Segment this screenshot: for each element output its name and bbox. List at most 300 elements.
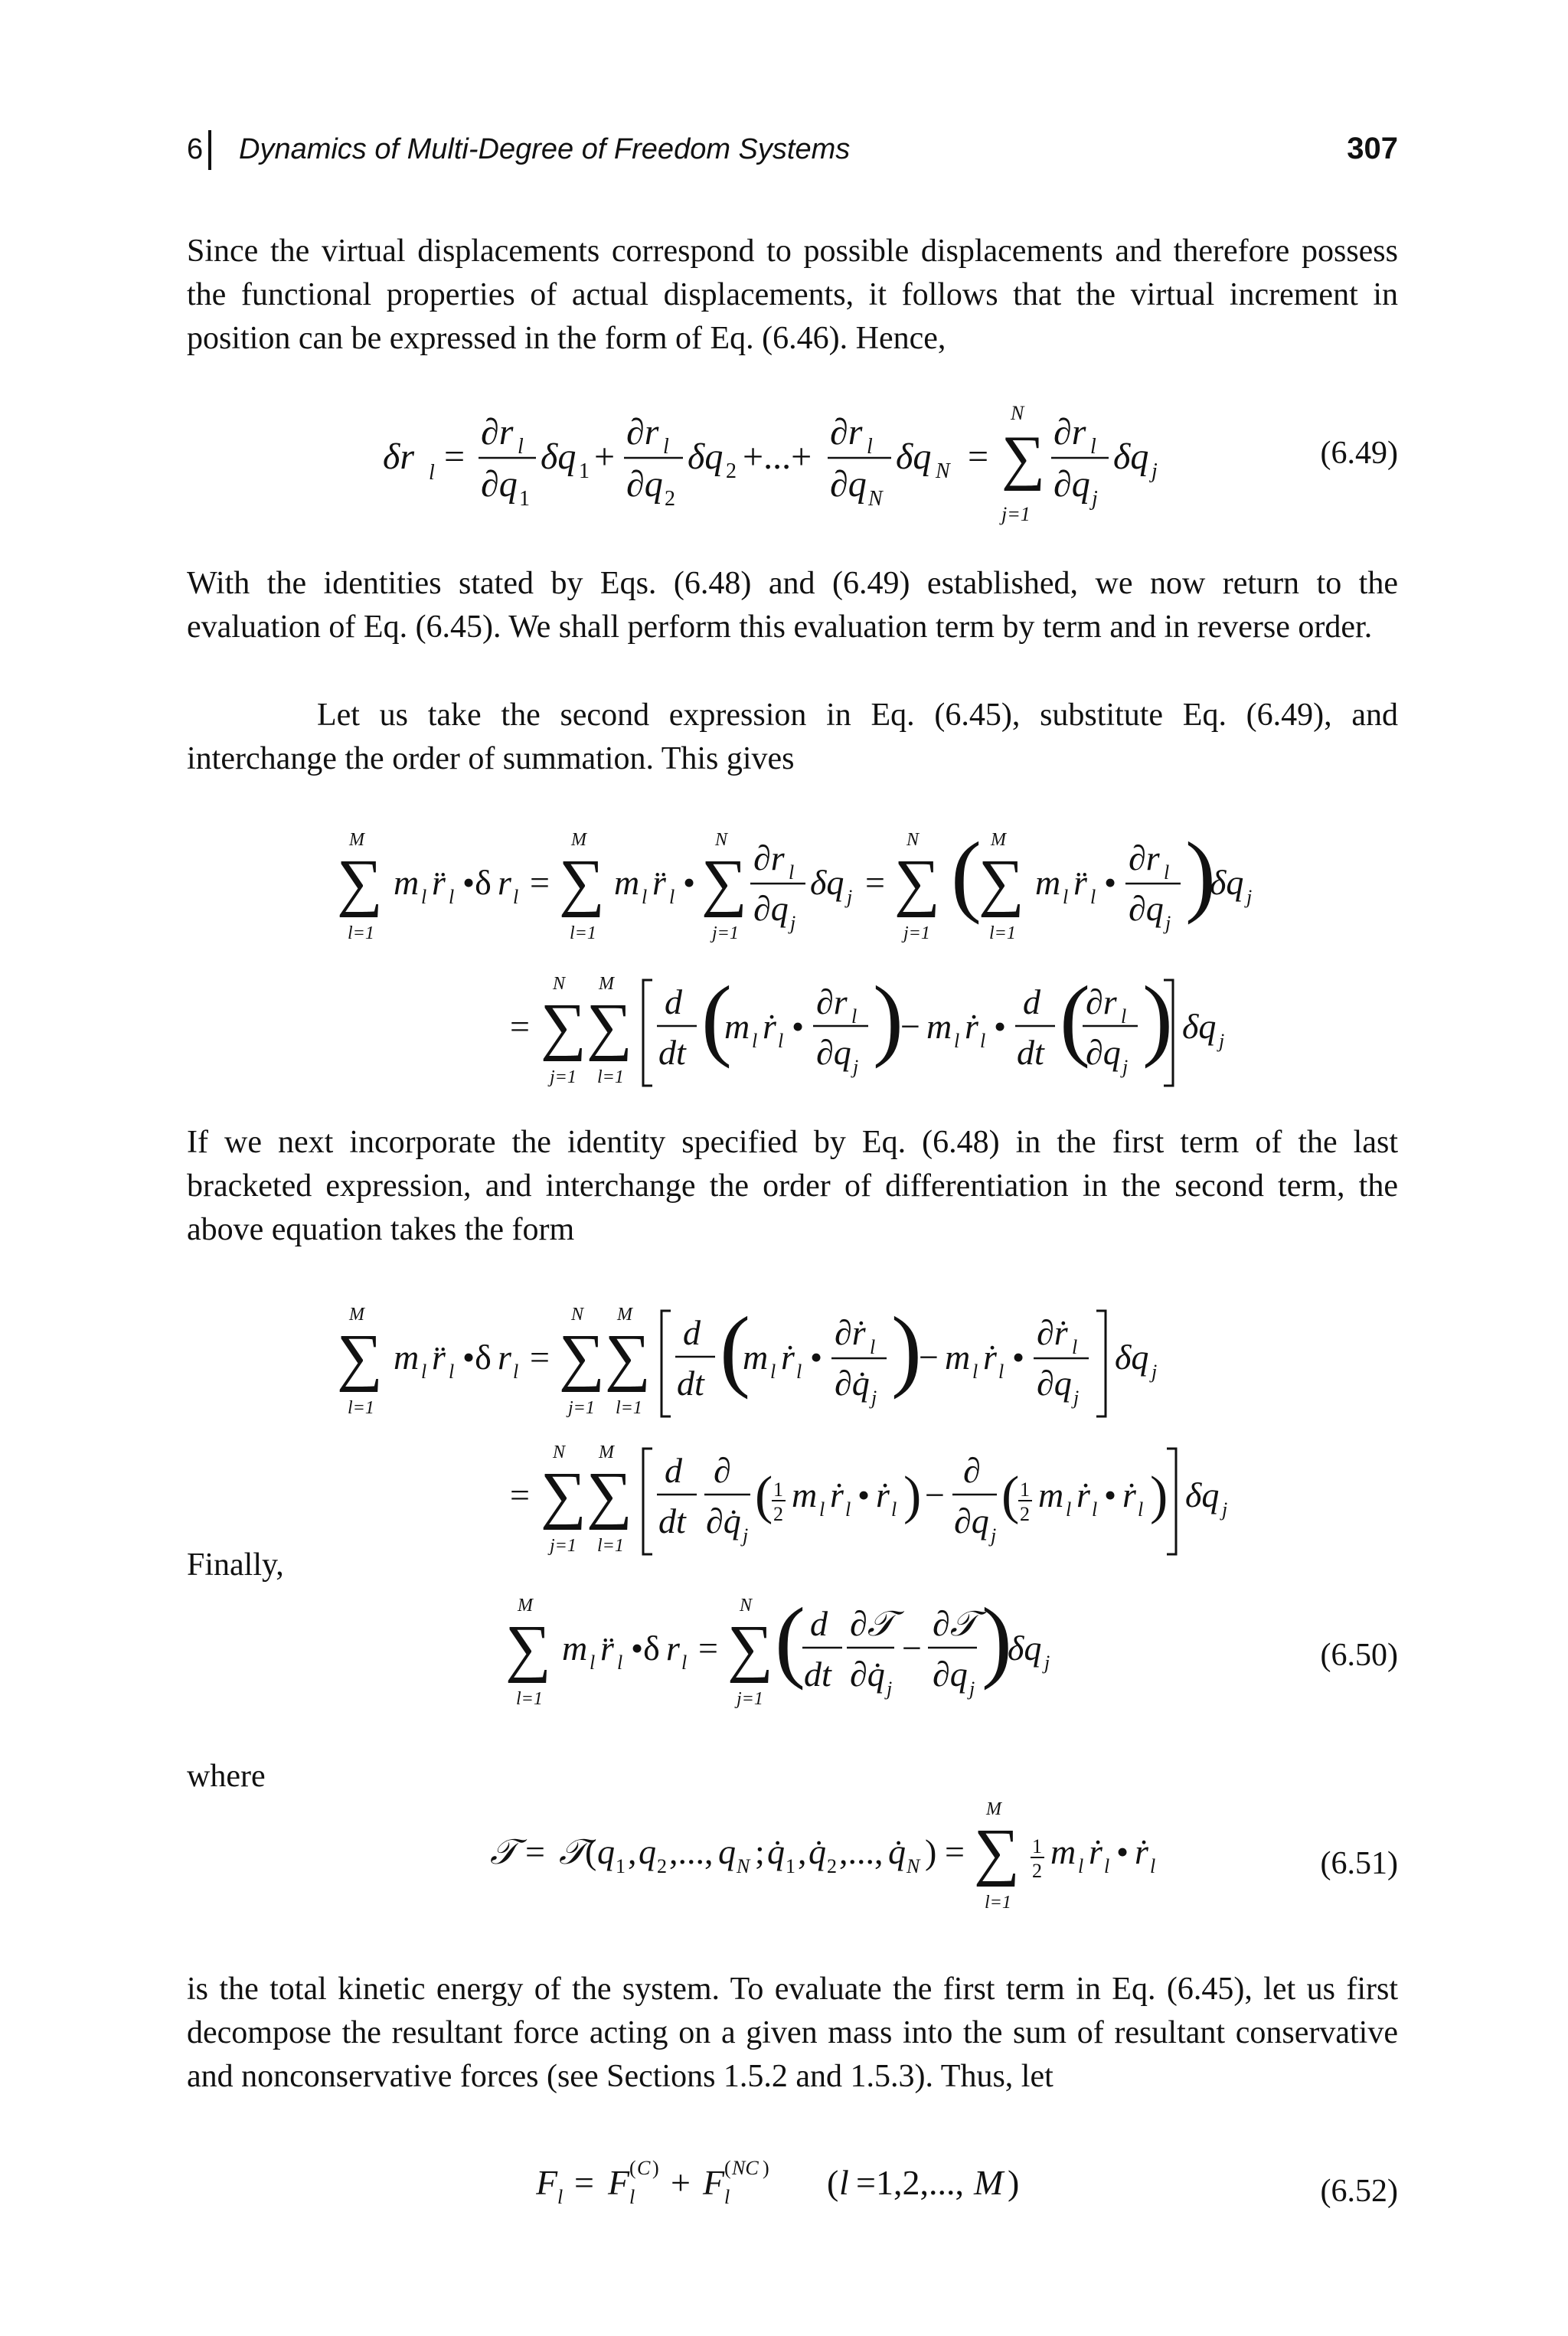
svg-text:∑: ∑	[727, 1612, 773, 1684]
svg-text:∂q̇: ∂q̇	[850, 1655, 885, 1694]
equation-kinetic-form	[337, 1294, 1256, 1570]
svg-text:ṙ: ṙ	[1076, 1475, 1090, 1514]
svg-text:1: 1	[616, 1855, 626, 1877]
svg-text:l: l	[845, 1498, 851, 1521]
svg-text:δq: δq	[810, 863, 844, 902]
svg-text:l: l	[513, 886, 519, 908]
svg-text:(: (	[724, 2157, 731, 2179]
svg-text:∑: ∑	[337, 847, 383, 918]
svg-text:∂r: ∂r	[1054, 412, 1086, 452]
svg-text:l: l	[724, 2186, 730, 2208]
svg-text:l: l	[429, 461, 435, 485]
svg-text:ṙ: ṙ	[1135, 1832, 1148, 1871]
svg-text:=: =	[510, 1007, 530, 1046]
equation-6-50	[505, 1585, 1133, 1730]
svg-text:(: (	[1060, 967, 1090, 1069]
svg-text:): )	[1185, 823, 1216, 925]
svg-text:•: •	[1104, 863, 1117, 902]
svg-text:•: •	[1012, 1338, 1025, 1377]
svg-text:𝒯: 𝒯	[559, 1832, 586, 1871]
svg-text:q: q	[639, 1832, 656, 1871]
svg-text:j=1: j=1	[1001, 503, 1031, 525]
svg-text:=: =	[444, 436, 466, 477]
svg-text:): )	[652, 2157, 659, 2179]
svg-text:∂: ∂	[963, 1451, 981, 1490]
svg-text:l: l	[669, 886, 675, 908]
svg-text:l: l	[867, 435, 873, 459]
svg-text:∂q: ∂q	[954, 1501, 989, 1540]
svg-text:2: 2	[773, 1503, 783, 1525]
svg-text:M: M	[974, 2163, 1004, 2202]
svg-text:l: l	[513, 1361, 519, 1383]
svg-text:∂q: ∂q	[830, 464, 867, 505]
svg-text:l: l	[663, 435, 669, 459]
svg-text:l=1: l=1	[989, 923, 1016, 943]
svg-text:): )	[763, 2157, 769, 2179]
svg-text:1: 1	[579, 459, 590, 483]
page-number: 307	[1347, 132, 1398, 165]
svg-text:∑: ∑	[559, 1322, 605, 1393]
svg-text:j: j	[853, 1056, 859, 1078]
svg-text:ṙ: ṙ	[876, 1475, 890, 1514]
svg-text:=: =	[530, 863, 550, 902]
svg-text:∂r: ∂r	[753, 838, 785, 877]
svg-text:q̇: q̇	[888, 1832, 906, 1871]
svg-text:l: l	[770, 1361, 776, 1383]
svg-text:): )	[903, 1466, 922, 1525]
svg-text:m: m	[1050, 1832, 1076, 1871]
svg-text:dt: dt	[658, 1033, 686, 1072]
svg-text:δq: δq	[1008, 1629, 1042, 1668]
svg-text:δq: δq	[1185, 1475, 1220, 1514]
equation-number-6-52: (6.52)	[1320, 2174, 1398, 2209]
svg-text:r̈: r̈	[432, 863, 446, 902]
svg-text:j: j	[1246, 886, 1253, 908]
svg-text:j: j	[969, 1678, 975, 1700]
svg-text:•δ: •δ	[631, 1629, 660, 1668]
svg-text:m: m	[614, 863, 640, 902]
svg-text:N: N	[906, 830, 920, 850]
svg-text:ṙ: ṙ	[983, 1338, 997, 1377]
svg-text:•: •	[683, 863, 696, 902]
svg-text:l=1: l=1	[597, 1536, 624, 1556]
svg-text:q̇: q̇	[808, 1832, 826, 1871]
svg-text:=: =	[530, 1338, 550, 1377]
svg-text:r̈: r̈	[1073, 863, 1087, 902]
svg-text:=: =	[698, 1629, 718, 1668]
svg-text:N: N	[553, 1442, 566, 1462]
svg-text:j=1: j=1	[550, 1536, 577, 1556]
paragraph-1: Since the virtual displacements correspond to possible displacements and therefore possess the functional properties of actual displacements, it follows that the virtual increment in position can be expressed in the form of Eq. (6.46). Hence,	[187, 234, 1398, 356]
svg-text:∑: ∑	[978, 847, 1024, 918]
equation-6-52	[536, 2144, 1072, 2220]
svg-text:∑: ∑	[505, 1612, 551, 1684]
svg-text:∂q̇: ∂q̇	[706, 1501, 741, 1540]
svg-text:l: l	[1121, 1005, 1127, 1028]
svg-text:ṙ: ṙ	[781, 1338, 795, 1377]
svg-text:l=1: l=1	[597, 1067, 624, 1087]
svg-text:l: l	[1078, 1855, 1084, 1877]
svg-text:•δ: •δ	[462, 863, 492, 902]
svg-text:1: 1	[786, 1855, 795, 1877]
svg-text:∑: ∑	[974, 1816, 1020, 1887]
svg-text:M: M	[991, 830, 1006, 850]
svg-text:δq: δq	[1210, 863, 1244, 902]
svg-text:l: l	[590, 1652, 596, 1674]
svg-text:(: (	[775, 1589, 805, 1691]
svg-text:∂q: ∂q	[626, 464, 663, 505]
svg-text:ṙ: ṙ	[1122, 1475, 1136, 1514]
svg-text:l=1: l=1	[985, 1893, 1011, 1913]
svg-text:M: M	[518, 1596, 533, 1616]
header-divider	[208, 130, 211, 170]
svg-text:∂q: ∂q	[816, 1033, 851, 1072]
svg-text:δq: δq	[688, 436, 724, 477]
paragraph-4: If we next incorporate the identity specified by Eq. (6.48) in the first term of the last bracketed expression, and interchange the order of differentiation in the second term, the above equation takes the form	[187, 1125, 1398, 1247]
svg-text:N: N	[1011, 402, 1024, 424]
svg-text:l: l	[1138, 1498, 1144, 1521]
svg-text:,: ,	[628, 1832, 637, 1871]
equation-6-49	[383, 398, 1225, 528]
svg-text:j: j	[1092, 487, 1098, 511]
finally-label: Finally,	[187, 1547, 284, 1583]
svg-text:m: m	[562, 1629, 588, 1668]
svg-text:dt: dt	[658, 1501, 686, 1540]
svg-text:): )	[1008, 2163, 1020, 2202]
svg-text:1: 1	[1020, 1478, 1030, 1501]
svg-text:l: l	[980, 1030, 986, 1052]
svg-text:j: j	[1152, 459, 1158, 483]
svg-text:j: j	[887, 1678, 893, 1700]
svg-text:−: −	[902, 1629, 922, 1668]
svg-text:): )	[891, 1298, 922, 1400]
chapter-number: 6	[187, 133, 204, 165]
svg-text:∑: ∑	[541, 991, 586, 1062]
svg-text:l: l	[1164, 861, 1170, 884]
svg-text:N: N	[740, 1596, 753, 1616]
svg-text:∂r: ∂r	[816, 982, 848, 1021]
svg-text:): )	[1142, 967, 1173, 1069]
svg-text:−: −	[925, 1475, 945, 1514]
svg-text:M: M	[617, 1305, 632, 1325]
svg-text:m: m	[1038, 1475, 1064, 1514]
svg-text:l: l	[1092, 1498, 1098, 1521]
svg-text:M: M	[349, 830, 364, 850]
svg-text:j: j	[1219, 1030, 1225, 1052]
svg-text:): )	[1150, 1466, 1168, 1525]
svg-text:): )	[925, 1832, 937, 1871]
svg-text:+...+: +...+	[743, 436, 812, 477]
svg-text:•: •	[1104, 1475, 1117, 1514]
svg-text:r̈: r̈	[652, 863, 666, 902]
svg-text:=: =	[968, 436, 989, 477]
svg-text:dt: dt	[677, 1364, 704, 1403]
svg-text:l: l	[518, 435, 524, 459]
svg-text:,...,: ,...,	[839, 1832, 884, 1871]
svg-text:l=1: l=1	[616, 1398, 642, 1418]
svg-text:∑: ∑	[586, 1459, 632, 1531]
svg-text:∂ṙ: ∂ṙ	[1037, 1313, 1068, 1352]
svg-text:r: r	[666, 1629, 680, 1668]
svg-text:d: d	[665, 1451, 682, 1490]
svg-text:l=1: l=1	[516, 1689, 543, 1709]
svg-text:•: •	[792, 1007, 805, 1046]
svg-text:m: m	[1035, 863, 1061, 902]
svg-text:l: l	[1090, 886, 1096, 908]
svg-text:∂r: ∂r	[626, 412, 659, 452]
svg-text:=: =	[574, 2163, 594, 2202]
svg-text:j: j	[790, 912, 796, 934]
svg-text:l: l	[449, 1361, 455, 1383]
svg-text:∑: ∑	[559, 847, 605, 918]
svg-text:q: q	[718, 1832, 736, 1871]
svg-text:𝒯: 𝒯	[490, 1832, 518, 1871]
svg-text:(: (	[1001, 1466, 1020, 1525]
svg-text:l: l	[557, 2186, 564, 2208]
svg-text:l: l	[1150, 1855, 1156, 1877]
svg-text:∂r: ∂r	[1129, 838, 1160, 877]
svg-text:1: 1	[519, 487, 530, 511]
svg-text:∑: ∑	[1001, 424, 1046, 492]
svg-text:j: j	[1073, 1387, 1080, 1409]
paragraph-5: is the total kinetic energy of the system. To evaluate the first term in Eq. (6.45), let us first decompose the resultant force acting on a given mass into the sum of resultant conservative and nonconservative forces (see Sections 1.5.2 and 1.5.3). Thus, let	[187, 1972, 1398, 2094]
svg-text:m: m	[394, 863, 420, 902]
svg-text:∂: ∂	[714, 1451, 731, 1490]
svg-text:N: N	[906, 1855, 920, 1877]
svg-text:j: j	[1152, 1361, 1158, 1383]
svg-text:∑: ∑	[701, 847, 747, 918]
svg-text:l: l	[819, 1498, 825, 1521]
svg-text:l: l	[954, 1030, 960, 1052]
svg-text:N: N	[715, 830, 728, 850]
svg-text:(: (	[755, 1466, 773, 1525]
svg-text:∂q̇: ∂q̇	[835, 1364, 870, 1403]
equation-summation-interchange	[337, 819, 1256, 1110]
equation-number-6-49: (6.49)	[1320, 436, 1398, 471]
svg-text:l: l	[870, 1336, 876, 1358]
svg-text:;: ;	[755, 1832, 765, 1871]
svg-text:l: l	[778, 1030, 784, 1052]
svg-text:q: q	[597, 1832, 615, 1871]
svg-text:ṙ: ṙ	[1089, 1832, 1102, 1871]
svg-text:l=1: l=1	[348, 1398, 374, 1418]
svg-text:l: l	[839, 2163, 849, 2202]
svg-text:δr: δr	[383, 436, 414, 477]
svg-text:m: m	[792, 1475, 818, 1514]
svg-text:j=1: j=1	[712, 923, 739, 943]
svg-text:l=1: l=1	[348, 923, 374, 943]
svg-text:M: M	[599, 974, 614, 994]
svg-text:∂𝒯: ∂𝒯	[850, 1604, 894, 1643]
svg-text:r̈: r̈	[432, 1338, 446, 1377]
svg-text:dt: dt	[804, 1655, 831, 1694]
svg-text:δq: δq	[1115, 1338, 1149, 1377]
svg-text:δq: δq	[1113, 436, 1149, 477]
svg-text:2: 2	[1020, 1503, 1030, 1525]
svg-text:l: l	[1090, 435, 1096, 459]
paragraph-2: With the identities stated by Eqs. (6.48) and (6.49) established, we now return to the evaluation of Eq. (6.45). We shall perform this evaluation term by term and in reverse order.	[187, 566, 1398, 645]
svg-text:j: j	[1122, 1056, 1129, 1078]
svg-text:l: l	[752, 1030, 758, 1052]
svg-text:m: m	[945, 1338, 971, 1377]
svg-text:l: l	[642, 886, 648, 908]
svg-text:∂ṙ: ∂ṙ	[835, 1313, 866, 1352]
svg-text:,...,: ,...,	[669, 1832, 714, 1871]
svg-text:l: l	[789, 861, 795, 884]
svg-text:l: l	[972, 1361, 978, 1383]
svg-text:l: l	[449, 886, 455, 908]
svg-text:N: N	[737, 1855, 750, 1877]
svg-text:l: l	[617, 1652, 623, 1674]
svg-text:j: j	[1165, 912, 1171, 934]
svg-text:•δ: •δ	[462, 1338, 492, 1377]
svg-text:∂q: ∂q	[1129, 889, 1164, 928]
svg-text:dt: dt	[1017, 1033, 1044, 1072]
svg-text:C: C	[637, 2157, 651, 2179]
svg-text:r: r	[498, 1338, 511, 1377]
svg-text:−: −	[919, 1338, 939, 1377]
svg-text:l: l	[851, 1005, 858, 1028]
where-label: where	[187, 1759, 266, 1794]
svg-text:∂q: ∂q	[481, 464, 518, 505]
svg-text:N: N	[936, 459, 950, 483]
svg-text:j: j	[847, 886, 853, 908]
svg-text:(: (	[585, 1832, 597, 1871]
svg-text:l: l	[1104, 1855, 1110, 1877]
svg-text:j: j	[991, 1524, 997, 1547]
svg-text:j=1: j=1	[737, 1689, 763, 1709]
svg-text:d: d	[810, 1604, 828, 1643]
svg-text:j: j	[743, 1524, 749, 1547]
svg-text:F: F	[703, 2163, 725, 2202]
svg-text:l: l	[421, 1361, 427, 1383]
svg-text:δq: δq	[896, 436, 932, 477]
svg-text:−: −	[900, 1007, 920, 1046]
svg-text:M: M	[349, 1305, 364, 1325]
svg-text:d: d	[1023, 982, 1040, 1021]
paragraph-3: Let us take the second expression in Eq. (6.45), substitute Eq. (6.49), and interchange the order of summation. This gives	[187, 698, 1398, 776]
svg-text:∂q: ∂q	[1037, 1364, 1072, 1403]
svg-text:M: M	[599, 1442, 614, 1462]
svg-text:∂r: ∂r	[481, 412, 514, 452]
equation-number-6-50: (6.50)	[1320, 1638, 1398, 1673]
svg-text:(: (	[720, 1298, 750, 1400]
svg-text:∂q: ∂q	[1054, 464, 1090, 505]
svg-text:d: d	[683, 1313, 701, 1352]
svg-text:l=1: l=1	[570, 923, 596, 943]
svg-text:∑: ∑	[605, 1322, 651, 1393]
svg-text:r̈: r̈	[600, 1629, 614, 1668]
svg-text:l: l	[1066, 1498, 1072, 1521]
svg-text:2: 2	[657, 1855, 667, 1877]
svg-text:l: l	[1072, 1336, 1078, 1358]
svg-text:•: •	[1116, 1832, 1129, 1871]
svg-text:(: (	[951, 823, 982, 925]
svg-text:m: m	[743, 1338, 769, 1377]
svg-text:M: M	[986, 1799, 1001, 1819]
svg-text:•: •	[858, 1475, 871, 1514]
svg-text:j=1: j=1	[568, 1398, 595, 1418]
svg-text:∑: ∑	[541, 1459, 586, 1531]
chapter-title: Dynamics of Multi-Degree of Freedom Systems	[239, 133, 851, 165]
svg-text:l: l	[796, 1361, 802, 1383]
svg-text:(: (	[629, 2157, 636, 2179]
svg-text:ṙ: ṙ	[965, 1007, 978, 1046]
svg-text:∂r: ∂r	[1086, 982, 1117, 1021]
svg-text:F: F	[536, 2163, 558, 2202]
svg-text:(: (	[701, 967, 732, 1069]
svg-text:=: =	[945, 1832, 965, 1871]
svg-text:M: M	[571, 830, 586, 850]
svg-text:•: •	[810, 1338, 823, 1377]
svg-text:): )	[982, 1589, 1012, 1691]
svg-text:j=1: j=1	[903, 923, 930, 943]
svg-text:F: F	[608, 2163, 630, 2202]
svg-text:NC: NC	[732, 2157, 759, 2179]
svg-text:N: N	[868, 487, 883, 511]
svg-text:=1,2,...,: =1,2,...,	[856, 2163, 964, 2202]
svg-text:ṙ: ṙ	[830, 1475, 844, 1514]
svg-text:∂r: ∂r	[830, 412, 863, 452]
svg-text:m: m	[724, 1007, 750, 1046]
svg-text:j: j	[1222, 1498, 1228, 1521]
svg-text:m: m	[926, 1007, 952, 1046]
svg-text:δq: δq	[1182, 1007, 1217, 1046]
svg-text:l: l	[998, 1361, 1004, 1383]
svg-text:ṙ: ṙ	[763, 1007, 776, 1046]
svg-text:(: (	[827, 2163, 839, 2202]
svg-text:•: •	[994, 1007, 1007, 1046]
svg-text:+: +	[594, 436, 616, 477]
svg-text:j: j	[871, 1387, 877, 1409]
svg-text:δq: δq	[541, 436, 577, 477]
svg-text:∂q: ∂q	[933, 1655, 968, 1694]
svg-text:∂𝒯: ∂𝒯	[933, 1604, 977, 1643]
svg-text:m: m	[394, 1338, 420, 1377]
running-header	[187, 130, 1398, 176]
svg-text:2: 2	[827, 1855, 837, 1877]
svg-text:l: l	[891, 1498, 897, 1521]
svg-text:l: l	[681, 1652, 688, 1674]
svg-text:∑: ∑	[586, 991, 632, 1062]
svg-text:r: r	[498, 863, 511, 902]
svg-text:N: N	[571, 1305, 584, 1325]
svg-text:=: =	[865, 863, 885, 902]
svg-text:q̇: q̇	[767, 1832, 785, 1871]
svg-text:j: j	[1044, 1652, 1050, 1674]
svg-text:j=1: j=1	[550, 1067, 577, 1087]
svg-text:2: 2	[726, 459, 737, 483]
svg-text:l: l	[1063, 886, 1069, 908]
svg-text:∑: ∑	[337, 1322, 383, 1393]
svg-text:1: 1	[1032, 1835, 1042, 1857]
equation-6-51	[490, 1792, 1179, 1922]
svg-text:=: =	[525, 1832, 545, 1871]
svg-text:d: d	[665, 982, 682, 1021]
svg-text:N: N	[553, 974, 566, 994]
svg-text:1: 1	[773, 1478, 783, 1501]
svg-text:l: l	[629, 2186, 635, 2208]
svg-text:,: ,	[798, 1832, 807, 1871]
svg-text:2: 2	[1032, 1860, 1042, 1882]
svg-text:=: =	[510, 1475, 530, 1514]
svg-text:∂q: ∂q	[1086, 1033, 1121, 1072]
svg-text:2: 2	[665, 487, 675, 511]
svg-text:): )	[873, 967, 903, 1069]
svg-text:+: +	[671, 2163, 691, 2202]
svg-text:l: l	[421, 886, 427, 908]
svg-text:∑: ∑	[894, 847, 940, 918]
